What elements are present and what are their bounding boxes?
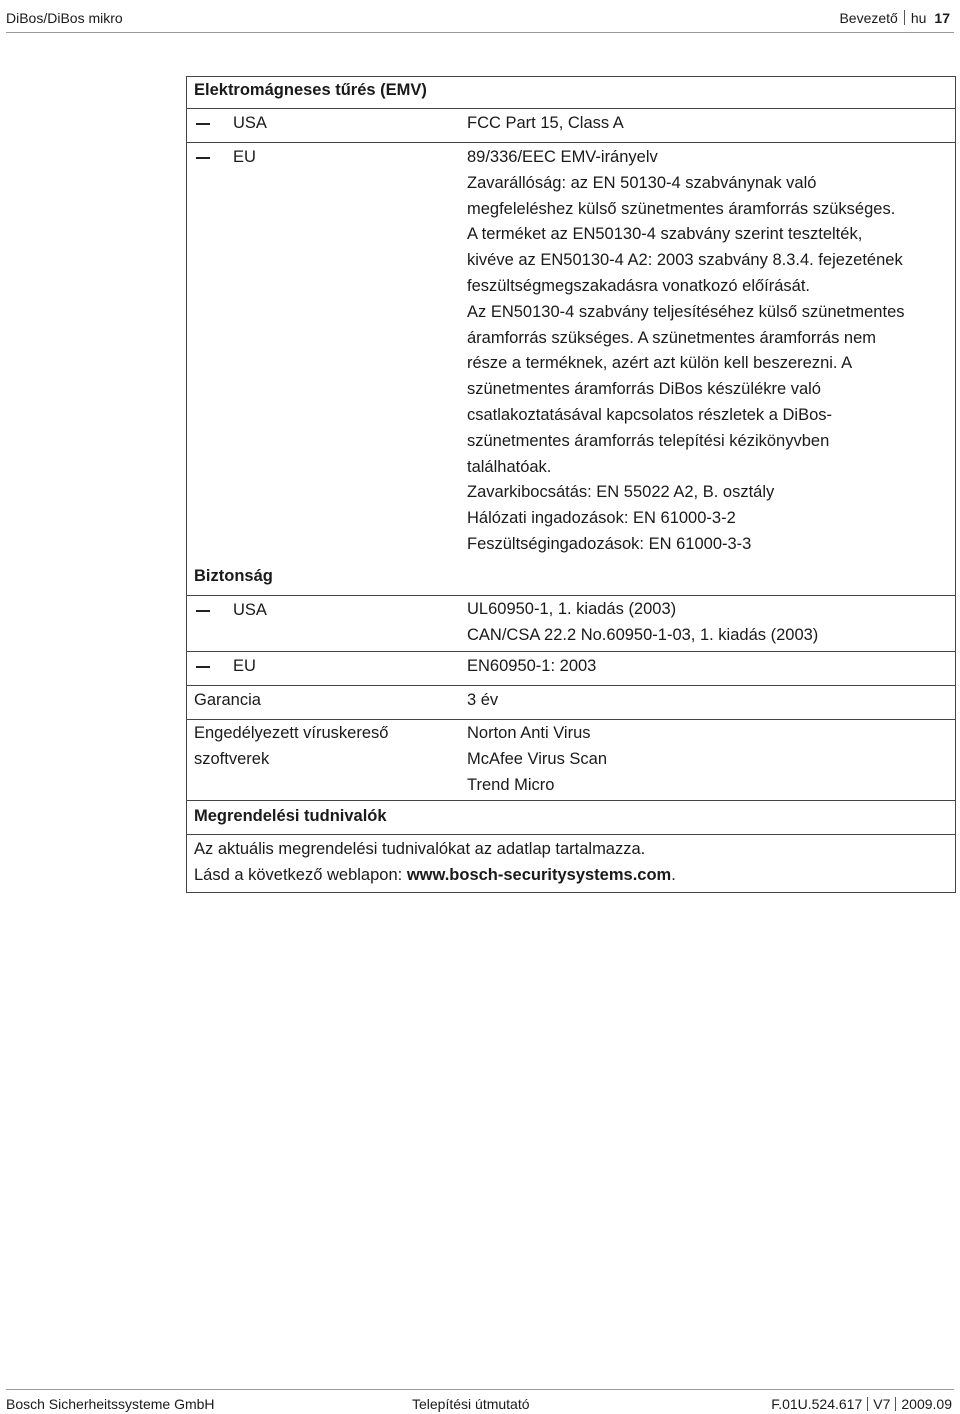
- page-header: [6, 6, 954, 33]
- text-line: szünetmentes áramforrás telepítési kézikönyvben: [467, 431, 830, 450]
- text-line: Zavarállóság: az EN 50130-4 szabványnak való: [467, 173, 817, 192]
- emv-usa-label: USA: [233, 114, 267, 132]
- text-prefix: Lásd a következő weblapon:: [194, 865, 407, 884]
- page-number: 17: [934, 10, 950, 26]
- antivirus-item: Norton Anti Virus: [467, 724, 591, 742]
- text-line: feszültségmegszakadásra vonatkozó előírását.: [467, 276, 811, 295]
- text-line: Engedélyezett víruskereső: [194, 724, 389, 742]
- ordering-text: [194, 837, 676, 889]
- divider: [187, 651, 955, 652]
- emv-heading: Elektromágneses tűrés (EMV): [194, 81, 427, 99]
- safety-usa-text: [467, 597, 818, 649]
- divider: [187, 719, 955, 720]
- safety-usa-label: USA: [233, 601, 267, 619]
- publication-date: 2009.09: [901, 1396, 952, 1412]
- footer-separator: [895, 1397, 896, 1411]
- antivirus-item: McAfee Virus Scan: [467, 749, 608, 768]
- warranty-value: 3 év: [467, 691, 499, 709]
- section-name: Bevezető: [839, 10, 898, 26]
- document-number: F.01U.524.617: [771, 1396, 863, 1412]
- header-separator: [904, 10, 905, 25]
- text-line: találhatóak.: [467, 457, 552, 476]
- divider: [187, 800, 955, 801]
- dash-bullet: [196, 666, 210, 668]
- divider: [187, 142, 955, 143]
- dash-bullet: [196, 123, 210, 125]
- text-line: szoftverek: [194, 749, 270, 768]
- emv-usa-value: FCC Part 15, Class A: [467, 114, 624, 132]
- safety-eu-label: EU: [233, 657, 256, 675]
- website-link[interactable]: www.bosch-securitysystems.com: [406, 865, 672, 884]
- safety-heading: Biztonság: [194, 567, 273, 585]
- text-line: Az EN50130-4 szabvány teljesítéséhez külső szünetmentes: [467, 302, 905, 321]
- divider: [187, 108, 955, 109]
- language-code: hu: [910, 10, 927, 26]
- document-title: DiBos/DiBos mikro: [6, 10, 123, 26]
- company-name: Bosch Sicherheitssysteme GmbH: [6, 1396, 215, 1412]
- text-line: A terméket az EN50130-4 szabvány szerint tesztelték,: [467, 225, 863, 244]
- text-line: szünetmentes áramforrás DiBos készülékre való: [467, 380, 821, 399]
- text-line: csatlakoztatásával kapcsolatos részletek a DiBos-: [467, 405, 832, 424]
- dash-bullet: [196, 610, 210, 612]
- text-line: CAN/CSA 22.2 No.60950-1-03, 1. kiadás (2003): [467, 625, 819, 644]
- header-right: [839, 8, 950, 28]
- divider: [187, 834, 955, 835]
- antivirus-item: Trend Micro: [467, 775, 555, 794]
- text-line: kivéve az EN50130-4 A2: 2003 szabvány 8.3.4. fejezetének: [467, 251, 903, 270]
- emv-eu-label: EU: [233, 148, 256, 166]
- footer-separator: [867, 1397, 868, 1411]
- page-footer: [6, 1389, 954, 1412]
- safety-eu-value: EN60950-1: 2003: [467, 657, 597, 675]
- emv-eu-text: [467, 145, 905, 558]
- spec-table: [186, 76, 956, 893]
- text-line: Hálózati ingadozások: EN 61000-3-2: [467, 509, 736, 528]
- divider: [187, 595, 955, 596]
- text-line: áramforrás szükséges. A szünetmentes áramforrás nem: [467, 328, 877, 347]
- dash-bullet: [196, 157, 210, 159]
- text-line: [194, 863, 676, 889]
- antivirus-label: [194, 721, 388, 773]
- document-info: [771, 1394, 952, 1414]
- text-suffix: .: [671, 865, 676, 884]
- document-type: Telepítési útmutató: [412, 1396, 530, 1412]
- warranty-label: Garancia: [194, 691, 261, 709]
- divider: [187, 685, 955, 686]
- text-line: Feszültségingadozások: EN 61000-3-3: [467, 534, 752, 553]
- text-line: Zavarkibocsátás: EN 55022 A2, B. osztály: [467, 483, 775, 502]
- text-line: UL60950-1, 1. kiadás (2003): [467, 600, 677, 618]
- ordering-heading: Megrendelési tudnivalók: [194, 807, 387, 825]
- version: V7: [873, 1396, 891, 1412]
- text-line: része a terméknek, azért azt külön kell beszerezni. A: [467, 354, 853, 373]
- antivirus-list: [467, 721, 607, 798]
- text-line: 89/336/EEC EMV-irányelv: [467, 148, 658, 166]
- text-line: Az aktuális megrendelési tudnivalókat az adatlap tartalmazza.: [194, 840, 646, 858]
- text-line: megfeleléshez külső szünetmentes áramforrás szükséges.: [467, 199, 896, 218]
